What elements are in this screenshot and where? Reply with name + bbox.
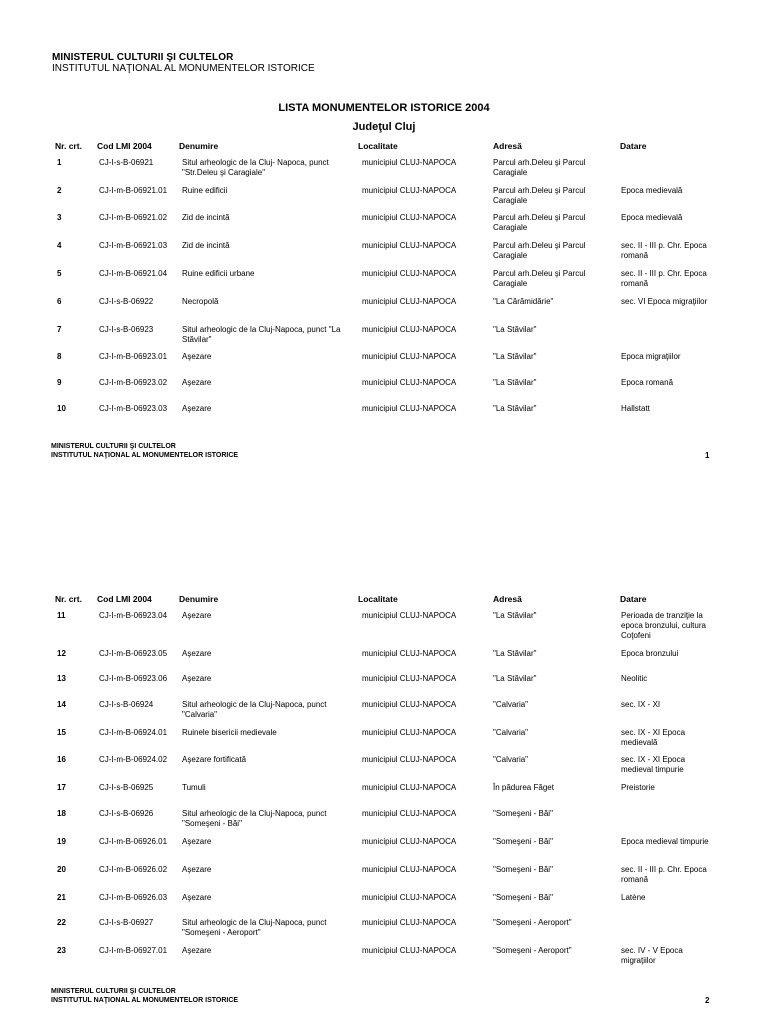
row-datare: Preistorie [621, 783, 655, 792]
row-cod: CJ-I-m-B-06923.03 [99, 404, 168, 413]
row-nr: 13 [57, 674, 66, 683]
row-localitate: municipiul CLUJ-NAPOCA [362, 378, 457, 387]
row-localitate: municipiul CLUJ-NAPOCA [362, 728, 457, 737]
row-nr: 17 [57, 783, 66, 792]
table-row [0, 213, 768, 237]
row-cod: CJ-I-m-B-06926.02 [99, 865, 168, 874]
document-title: LISTA MONUMENTELOR ISTORICE 2004 [278, 102, 490, 114]
table-row [0, 404, 768, 428]
row-nr: 16 [57, 755, 66, 764]
row-adresa: "La Cărămidărie" [493, 297, 554, 306]
row-cod: CJ-I-s-B-06925 [99, 783, 154, 792]
table-row [0, 893, 768, 917]
row-denumire: Situl arheologic de la Cluj-Napoca, punct "La Stăvilar" [182, 325, 341, 344]
table-row [0, 611, 768, 640]
row-denumire: Necropolă [182, 297, 219, 306]
row-adresa: "Someşeni - Aeroport" [493, 946, 572, 955]
row-localitate: municipiul CLUJ-NAPOCA [362, 783, 457, 792]
row-nr: 10 [57, 404, 66, 413]
row-cod: CJ-I-m-B-06923.02 [99, 378, 168, 387]
row-adresa: "La Stăvilar" [493, 611, 537, 620]
row-denumire: Aşezare [182, 378, 212, 387]
row-adresa: "La Stăvilar" [493, 649, 537, 658]
row-localitate: municipiul CLUJ-NAPOCA [362, 186, 457, 195]
page-number-1: 1 [705, 451, 710, 460]
row-denumire: Aşezare [182, 404, 212, 413]
row-localitate: municipiul CLUJ-NAPOCA [362, 865, 457, 874]
row-datare: sec. II - III p. Chr. Epoca romană [621, 269, 707, 288]
row-datare: sec. IX - XI Epoca medieval timpurie [621, 755, 686, 774]
row-cod: CJ-I-m-B-06926.01 [99, 837, 168, 846]
row-cod: CJ-I-s-B-06927 [99, 918, 154, 927]
row-denumire: Zid de incintă [182, 241, 230, 250]
row-nr: 5 [57, 269, 62, 278]
row-nr: 14 [57, 700, 66, 709]
row-nr: 8 [57, 352, 62, 361]
page-number-2: 2 [705, 996, 710, 1005]
table-row [0, 649, 768, 673]
table-row [0, 755, 768, 779]
row-denumire: Situl arheologic de la Cluj-Napoca, punct "Someşeni - Băi" [182, 809, 327, 828]
footer-ministry: MINISTERUL CULTURII ŞI CULTELOR [51, 988, 176, 995]
row-nr: 1 [57, 158, 62, 167]
row-datare: Perioada de tranziţie la epoca bronzului, cultura Coţofeni [621, 611, 706, 640]
row-adresa: Parcul arh.Deleu şi Parcul Caragiale [493, 158, 586, 177]
row-cod: CJ-I-m-B-06924.01 [99, 728, 168, 737]
table-row [0, 352, 768, 376]
row-cod: CJ-I-s-B-06922 [99, 297, 154, 306]
row-adresa: Parcul arh.Deleu şi Parcul Caragiale [493, 241, 586, 260]
col-header-localitate: Localitate [358, 141, 398, 151]
table-row [0, 297, 768, 321]
row-adresa: "La Stăvilar" [493, 674, 537, 683]
row-adresa: Parcul arh.Deleu şi Parcul Caragiale [493, 269, 586, 288]
table-row [0, 269, 768, 293]
row-adresa: "Calvaria" [493, 728, 529, 737]
row-adresa: "La Stăvilar" [493, 325, 537, 334]
row-cod: CJ-I-m-B-06923.04 [99, 611, 168, 620]
table-row [0, 241, 768, 265]
row-denumire: Aşezare [182, 837, 212, 846]
table-row [0, 674, 768, 698]
row-adresa: Parcul arh.Deleu şi Parcul Caragiale [493, 186, 586, 205]
table-row [0, 783, 768, 807]
row-adresa: "Someşeni - Băi" [493, 837, 553, 846]
row-cod: CJ-I-m-B-06921.04 [99, 269, 168, 278]
row-cod: CJ-I-m-B-06921.01 [99, 186, 168, 195]
row-denumire: Aşezare [182, 352, 212, 361]
col-header-nr: Nr. crt. [55, 594, 82, 604]
row-localitate: municipiul CLUJ-NAPOCA [362, 241, 457, 250]
row-cod: CJ-I-m-B-06927.01 [99, 946, 168, 955]
page-footer-2 [51, 987, 238, 1005]
row-denumire: Aşezare [182, 674, 212, 683]
row-cod: CJ-I-m-B-06924.02 [99, 755, 168, 764]
row-datare: Latène [621, 893, 646, 902]
table-row [0, 865, 768, 889]
table-row [0, 325, 768, 349]
row-denumire: Situl arheologic de la Cluj- Napoca, punct "Str.Deleu şi Caragiale" [182, 158, 329, 177]
table-row [0, 158, 768, 182]
row-adresa: "Calvaria" [493, 700, 529, 709]
row-localitate: municipiul CLUJ-NAPOCA [362, 297, 457, 306]
ministry-header: MINISTERUL CULTURII ŞI CULTELOR [52, 52, 234, 63]
col-header-datare: Datare [620, 141, 647, 151]
row-denumire: Tumuli [182, 783, 206, 792]
row-datare: Epoca bronzului [621, 649, 679, 658]
row-adresa: "Someşeni - Băi" [493, 865, 553, 874]
row-nr: 4 [57, 241, 62, 250]
footer-ministry: MINISTERUL CULTURII ŞI CULTELOR [51, 443, 176, 450]
row-localitate: municipiul CLUJ-NAPOCA [362, 352, 457, 361]
row-datare: sec. IV - V Epoca migraţiilor [621, 946, 683, 965]
row-nr: 22 [57, 918, 66, 927]
row-nr: 7 [57, 325, 62, 334]
table-row [0, 700, 768, 724]
row-localitate: municipiul CLUJ-NAPOCA [362, 893, 457, 902]
document-subtitle: Judeţul Cluj [352, 121, 416, 133]
row-nr: 6 [57, 297, 62, 306]
institute-header: INSTITUTUL NAŢIONAL AL MONUMENTELOR ISTORICE [52, 63, 315, 74]
footer-institute: INSTITUTUL NAŢIONAL AL MONUMENTELOR ISTORICE [51, 452, 239, 459]
row-cod: CJ-I-s-B-06921 [99, 158, 154, 167]
row-localitate: municipiul CLUJ-NAPOCA [362, 269, 457, 278]
col-header-cod: Cod LMI 2004 [97, 141, 152, 151]
row-cod: CJ-I-m-B-06923.05 [99, 649, 168, 658]
row-localitate: municipiul CLUJ-NAPOCA [362, 918, 457, 927]
row-datare: Epoca migraţiilor [621, 352, 681, 361]
row-adresa: "La Stăvilar" [493, 378, 537, 387]
row-nr: 18 [57, 809, 66, 818]
row-nr: 21 [57, 893, 66, 902]
table-row [0, 186, 768, 210]
col-header-denumire: Denumire [179, 594, 219, 604]
row-denumire: Aşezare [182, 946, 212, 955]
row-nr: 12 [57, 649, 66, 658]
table-row [0, 728, 768, 752]
row-adresa: "Someşeni - Aeroport" [493, 918, 572, 927]
row-adresa: "Calvaria" [493, 755, 529, 764]
row-adresa: "Someşeni - Băi" [493, 809, 553, 818]
col-header-cod: Cod LMI 2004 [97, 594, 152, 604]
row-datare: Epoca medieval timpurie [621, 837, 709, 846]
row-localitate: municipiul CLUJ-NAPOCA [362, 755, 457, 764]
row-cod: CJ-I-m-B-06923.06 [99, 674, 168, 683]
row-denumire: Ruine edificii [182, 186, 228, 195]
row-localitate: municipiul CLUJ-NAPOCA [362, 325, 457, 334]
table-row [0, 837, 768, 861]
row-localitate: municipiul CLUJ-NAPOCA [362, 946, 457, 955]
row-adresa: "Someşeni - Băi" [493, 893, 553, 902]
col-header-datare: Datare [620, 594, 647, 604]
row-adresa: În pădurea Făget [493, 783, 554, 792]
row-denumire: Aşezare [182, 865, 212, 874]
row-localitate: municipiul CLUJ-NAPOCA [362, 809, 457, 818]
row-denumire: Aşezare [182, 893, 212, 902]
footer-institute: INSTITUTUL NAŢIONAL AL MONUMENTELOR ISTORICE [51, 997, 239, 1004]
row-cod: CJ-I-m-B-06926.03 [99, 893, 168, 902]
row-adresa: Parcul arh.Deleu şi Parcul Caragiale [493, 213, 586, 232]
row-datare: Epoca medievală [621, 213, 683, 222]
row-localitate: municipiul CLUJ-NAPOCA [362, 611, 457, 620]
col-header-nr: Nr. crt. [55, 141, 82, 151]
row-localitate: municipiul CLUJ-NAPOCA [362, 158, 457, 167]
row-denumire: Zid de incintă [182, 213, 230, 222]
row-datare: sec. IX - XI Epoca medievală [621, 728, 686, 747]
row-localitate: municipiul CLUJ-NAPOCA [362, 404, 457, 413]
row-cod: CJ-I-s-B-06923 [99, 325, 154, 334]
row-denumire: Situl arheologic de la Cluj-Napoca, punct "Calvaria" [182, 700, 327, 719]
row-cod: CJ-I-s-B-06924 [99, 700, 154, 709]
row-denumire: Aşezare fortificată [182, 755, 247, 764]
table-row [0, 809, 768, 833]
row-denumire: Ruinele bisericii medievale [182, 728, 277, 737]
row-localitate: municipiul CLUJ-NAPOCA [362, 649, 457, 658]
row-localitate: municipiul CLUJ-NAPOCA [362, 213, 457, 222]
row-nr: 19 [57, 837, 66, 846]
row-nr: 15 [57, 728, 66, 737]
row-datare: sec. II - III p. Chr. Epoca romană [621, 241, 707, 260]
row-datare: Epoca romană [621, 378, 674, 387]
col-header-denumire: Denumire [179, 141, 219, 151]
col-header-adresa: Adresă [493, 141, 522, 151]
row-datare: Neolitic [621, 674, 648, 683]
row-datare: sec. IX - XI [621, 700, 661, 709]
table-row [0, 946, 768, 970]
row-cod: CJ-I-m-B-06921.02 [99, 213, 168, 222]
table-row [0, 378, 768, 402]
col-header-adresa: Adresă [493, 594, 522, 604]
row-datare: sec. II - III p. Chr. Epoca romană [621, 865, 707, 884]
row-adresa: "La Stăvilar" [493, 404, 537, 413]
row-cod: CJ-I-m-B-06923.01 [99, 352, 168, 361]
row-cod: CJ-I-s-B-06926 [99, 809, 154, 818]
table-row [0, 918, 768, 942]
col-header-localitate: Localitate [358, 594, 398, 604]
page-footer-1 [51, 442, 238, 460]
row-adresa: "La Stăvilar" [493, 352, 537, 361]
row-localitate: municipiul CLUJ-NAPOCA [362, 674, 457, 683]
row-nr: 11 [57, 611, 66, 620]
row-localitate: municipiul CLUJ-NAPOCA [362, 837, 457, 846]
row-cod: CJ-I-m-B-06921.03 [99, 241, 168, 250]
row-denumire: Ruine edificii urbane [182, 269, 255, 278]
row-denumire: Situl arheologic de la Cluj-Napoca, punct "Someşeni - Aeroport" [182, 918, 327, 937]
row-denumire: Aşezare [182, 649, 212, 658]
row-datare: Hallstatt [621, 404, 650, 413]
row-nr: 3 [57, 213, 62, 222]
row-nr: 23 [57, 946, 66, 955]
row-nr: 9 [57, 378, 62, 387]
row-nr: 2 [57, 186, 62, 195]
row-nr: 20 [57, 865, 66, 874]
row-datare: sec. VI Epoca migraţiilor [621, 297, 708, 306]
row-localitate: municipiul CLUJ-NAPOCA [362, 700, 457, 709]
row-datare: Epoca medievală [621, 186, 683, 195]
row-denumire: Aşezare [182, 611, 212, 620]
